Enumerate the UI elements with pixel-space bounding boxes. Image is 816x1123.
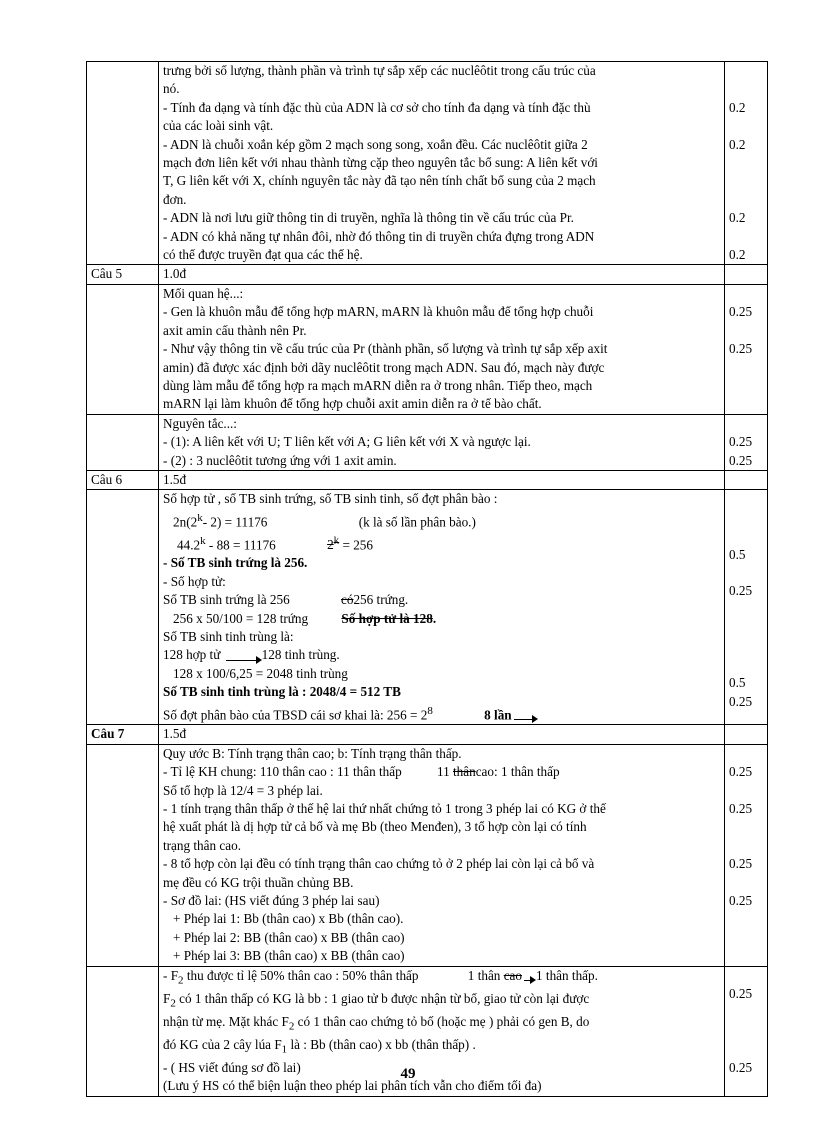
- score: 0.2: [729, 136, 746, 152]
- score: [729, 1003, 763, 1021]
- question-6-header: [87, 470, 768, 489]
- text-part: 11: [436, 764, 450, 780]
- text-line: - ADN là chuỗi xoắn kép gồm 2 mạch song song, xoắn đều. Các nuclêôtit giữa 2: [163, 136, 588, 152]
- text-part: Số đợt phân bào của TBSD cái sơ khai là: 256 = 2: [163, 706, 428, 722]
- exponent: k: [333, 534, 340, 547]
- exponent: 8: [427, 704, 433, 717]
- exponent: k: [200, 534, 206, 547]
- score: [729, 638, 763, 656]
- text-line: axit amin cấu thành nên Pr.: [163, 322, 307, 338]
- question-cell: [87, 744, 159, 966]
- score: 0.25: [729, 892, 753, 908]
- text-line: - Tính đa dạng và tính đặc thù của ADN là cơ sở cho tính đa dạng và tính đặc thù: [163, 99, 591, 115]
- score: 0.2: [729, 210, 746, 226]
- text-part: 128 hợp tử: [163, 647, 221, 663]
- text-part: đó KG của 2 cây lúa F: [163, 1036, 282, 1052]
- score: [729, 947, 763, 965]
- question-total: 1.0đ: [159, 265, 725, 284]
- arrow-icon: [514, 711, 536, 720]
- text-line: [163, 610, 720, 628]
- score: [729, 837, 763, 855]
- content-cell: [159, 414, 725, 470]
- score: 0.25: [729, 764, 753, 780]
- score: [729, 619, 763, 637]
- text-line: - ( HS viết đúng sơ đồ lai): [163, 1059, 301, 1075]
- score: [729, 745, 763, 763]
- struck-text: thân: [452, 764, 476, 780]
- struck-text: cao: [503, 967, 523, 983]
- score: [729, 154, 763, 172]
- score: [729, 782, 763, 800]
- equation-note: (k là số lần phân bào.): [358, 514, 476, 530]
- text-line: đơn.: [163, 191, 187, 207]
- score-cell: [725, 725, 768, 744]
- score: [729, 172, 763, 190]
- text-line: Mối quan hệ...:: [163, 285, 244, 301]
- score: 0.25: [729, 986, 753, 1002]
- score: 0.25: [729, 1059, 753, 1075]
- text-line: - (2) : 3 nuclêôtit tương ứng với 1 axit amin.: [163, 452, 397, 468]
- text-line: 128 x 100/6,25 = 2048 tinh trùng: [173, 665, 348, 681]
- score: [729, 377, 763, 395]
- subscript: 2: [178, 974, 184, 987]
- score: [729, 1040, 763, 1058]
- text-line: - 8 tổ hợp còn lại đều có tính trạng thân cao chứng tỏ ở 2 phép lai còn lại cả bố và: [163, 856, 595, 872]
- text-line: - Gen là khuôn mẫu để tổng hợp mARN, mARN là khuôn mẫu để tổng hợp chuỗi: [163, 304, 594, 320]
- score: 0.25: [729, 434, 753, 450]
- content-cell: [159, 490, 725, 725]
- content-cell: [159, 62, 725, 265]
- score: 0.5: [729, 675, 746, 691]
- text-line: + Phép lai 1: Bb (thân cao) x Bb (thân cao).: [173, 911, 404, 927]
- text-line: của các loài sinh vật.: [163, 118, 274, 134]
- score: [729, 62, 763, 80]
- text-line: T, G liên kết với X, chính nguyên tắc này đã tạo nên tính chất bổ sung của 2 mạch: [163, 173, 596, 189]
- question-cell: [87, 490, 159, 725]
- arrow-icon: [524, 972, 534, 981]
- text-line: trưng bởi số lượng, thành phần và trình tự sắp xếp các nuclêôtit trong cấu trúc của: [163, 63, 596, 78]
- equation-part: 2n(2: [173, 514, 198, 530]
- text-line: amin) đã được xác định bởi dãy nuclêôtit trong mạch ADN. Sau đó, mạch này được: [163, 359, 605, 375]
- grading-table: [86, 61, 768, 1097]
- score: [729, 910, 763, 928]
- question-label: Câu 7: [87, 725, 159, 744]
- score: 0.2: [729, 99, 746, 115]
- score: 0.25: [729, 583, 753, 599]
- question-cell: [87, 62, 159, 265]
- equation-part: 2: [327, 536, 334, 552]
- text-line: - 1 tính trạng thân thấp ở thế hệ lai thứ nhất chứng tỏ 1 trong 3 phép lai có KG ở thế: [163, 801, 606, 817]
- text-part: - F: [163, 967, 179, 983]
- equation-part: = 256: [342, 536, 373, 552]
- score: [729, 656, 763, 674]
- text-line: Số tổ hợp là 12/4 = 3 phép lai.: [163, 782, 323, 798]
- text-part: 1 thân thấp.: [536, 967, 598, 983]
- text-line: có thể được truyền đạt qua các thế hệ.: [163, 247, 363, 263]
- score: [729, 527, 763, 545]
- text-line: [163, 1013, 720, 1036]
- text-line: - ADN là nơi lưu giữ thông tin di truyền, nghĩa là thông tin về cấu trúc của Pr.: [163, 210, 574, 226]
- arrow-icon: [226, 652, 260, 661]
- text-line: Số hợp tử , số TB sinh trứng, số TB sinh tinh, số đợt phân bào :: [163, 491, 498, 507]
- text-part: 256 trứng.: [353, 592, 409, 608]
- text-part: 8 lần: [484, 706, 512, 722]
- score-cell: [725, 414, 768, 470]
- text-line: trạng thân cao.: [163, 837, 241, 853]
- struck-text: có: [341, 592, 354, 608]
- score: [729, 929, 763, 947]
- score-cell: [725, 744, 768, 966]
- score: 0.25: [729, 856, 753, 872]
- exponent: k: [197, 511, 203, 524]
- text-part: là : Bb (thân cao) x bb (thân thấp) .: [290, 1036, 476, 1052]
- score: [729, 967, 763, 985]
- text-part: Số TB sinh trứng là 256: [163, 592, 290, 608]
- text-line: [163, 646, 720, 664]
- score: [729, 564, 763, 582]
- question-6-block: [87, 490, 768, 725]
- score: [729, 285, 763, 303]
- text-line: + Phép lai 2: BB (thân cao) x BB (thân cao): [173, 929, 405, 945]
- score: [729, 490, 763, 508]
- score: [729, 191, 763, 209]
- score-cell: [725, 284, 768, 414]
- text-line: (Lưu ý HS có thể biện luận theo phép lai phân tích vẫn cho điểm tối đa): [163, 1078, 542, 1094]
- question-cell: [87, 284, 159, 414]
- equation-part: 44.2: [177, 536, 201, 552]
- text-part: .: [432, 610, 437, 626]
- text-line: mẹ đều có KG trội thuần chủng BB.: [163, 874, 354, 890]
- question-5-block-2: [87, 414, 768, 470]
- score: [729, 874, 763, 892]
- score: [729, 395, 763, 413]
- text-line: [163, 763, 720, 781]
- question-7-header: [87, 725, 768, 744]
- text-part: - Tỉ lệ KH chung: 110 thân cao : 11 thân thấp: [163, 764, 402, 780]
- question-total: 1.5đ: [159, 725, 725, 744]
- score: [729, 228, 763, 246]
- question-label: Câu 6: [87, 470, 159, 489]
- text-line: [163, 1036, 720, 1059]
- score: 0.25: [729, 800, 753, 816]
- score: [729, 818, 763, 836]
- score: [729, 117, 763, 135]
- score-cell: [725, 490, 768, 725]
- text-line: - Số hợp tử:: [163, 573, 226, 589]
- text-line: [163, 967, 720, 990]
- question-total: 1.5đ: [159, 470, 725, 489]
- text-line: - Như vậy thông tin về cấu trúc của Pr (thành phần, số lượng và trình tự sắp xếp axit: [163, 341, 608, 357]
- struck-text: Số hợp tử là 128: [341, 610, 433, 626]
- text-part: có 1 thân thấp có KG là bb : 1 giao tử b được nhận từ bố, giao tử còn lại được: [179, 990, 590, 1006]
- text-line: Số TB sinh tinh trùng là:: [163, 628, 294, 644]
- text-line: nó.: [163, 81, 180, 97]
- subscript: 1: [281, 1043, 288, 1056]
- text-line: - Sơ đồ lai: (HS viết đúng 3 phép lai sau): [163, 893, 380, 909]
- struck-text: [327, 534, 340, 552]
- subscript: 2: [170, 997, 176, 1010]
- equation-part: - 2) = 11176: [202, 514, 268, 530]
- text-part: 256 x 50/100 = 128 trứng: [173, 610, 309, 626]
- score: [729, 415, 763, 433]
- question-cell: [87, 414, 159, 470]
- question-5-header: [87, 265, 768, 284]
- question-label: Câu 5: [87, 265, 159, 284]
- score: [729, 322, 763, 340]
- text-part: 128 tinh trùng.: [261, 647, 340, 663]
- score: 0.2: [729, 246, 746, 262]
- text-line: - ADN có khả năng tự nhân đôi, nhờ đó thông tin di truyền chứa đựng trong ADN: [163, 228, 595, 244]
- score: 0.25: [729, 304, 753, 320]
- text-part: có 1 thân cao chứng tỏ bố (hoặc mẹ ) phải có gen B, do: [297, 1013, 590, 1029]
- text-part: 1 thân: [467, 967, 501, 983]
- continuation-row: [87, 62, 768, 265]
- content-cell: [159, 744, 725, 966]
- text-part: thu được tỉ lệ 50% thân cao : 50% thân thấp: [186, 967, 419, 983]
- score-cell: [725, 265, 768, 284]
- question-7-block-1: [87, 744, 768, 966]
- subscript: 2: [288, 1020, 295, 1033]
- text-line: Nguyên tắc...:: [163, 415, 237, 431]
- score: [729, 358, 763, 376]
- score: [729, 1022, 763, 1040]
- content-cell: [159, 284, 725, 414]
- score: [729, 601, 763, 619]
- text-line: dùng làm mẫu để tổng hợp ra mạch mARN diễn ra ở trong nhân. Tiếp theo, mạch: [163, 377, 593, 393]
- text-line: + Phép lai 3: BB (thân cao) x BB (thân cao): [173, 948, 405, 964]
- text-line: mARN lại làm khuôn để tổng hợp chuỗi axit amin diễn ra ở tế bào chất.: [163, 396, 542, 412]
- text-line: hệ xuất phát là dị hợp tử cả bố và mẹ Bb (theo Menđen), 3 tổ hợp còn lại có tính: [163, 819, 587, 835]
- equation-line: [163, 509, 720, 532]
- text-line: Quy ước B: Tính trạng thân cao; b: Tính trạng thân thấp.: [163, 745, 462, 761]
- question-5-block-1: [87, 284, 768, 414]
- score: 0.25: [729, 452, 753, 468]
- text-line: mạch đơn liên kết với nhau thành từng cặp theo nguyên tắc bổ sung: A liên kết với: [163, 155, 598, 171]
- text-line: - (1): A liên kết với U; T liên kết với A; G liên kết với X và ngược lại.: [163, 434, 531, 450]
- equation-line: [163, 532, 720, 555]
- text-part: nhận từ mẹ. Mặt khác F: [163, 1013, 289, 1029]
- text-part: F: [163, 990, 171, 1006]
- score: 0.5: [729, 546, 746, 562]
- score: 0.25: [729, 341, 753, 357]
- score: [729, 509, 763, 527]
- score: [729, 80, 763, 98]
- equation-part: - 88 = 11176: [208, 536, 276, 552]
- text-line: [163, 702, 720, 725]
- score-cell: [725, 62, 768, 265]
- text-line: - Số TB sinh trứng là 256.: [163, 555, 308, 571]
- text-line: [163, 990, 720, 1013]
- text-line: Số TB sinh tinh trùng là : 2048/4 = 512 TB: [163, 684, 401, 700]
- score-cell: [725, 470, 768, 489]
- text-part: cao: 1 thân thấp: [475, 764, 560, 780]
- page-number: 49: [400, 1066, 416, 1082]
- score: 0.25: [729, 693, 753, 709]
- text-line: [163, 591, 720, 609]
